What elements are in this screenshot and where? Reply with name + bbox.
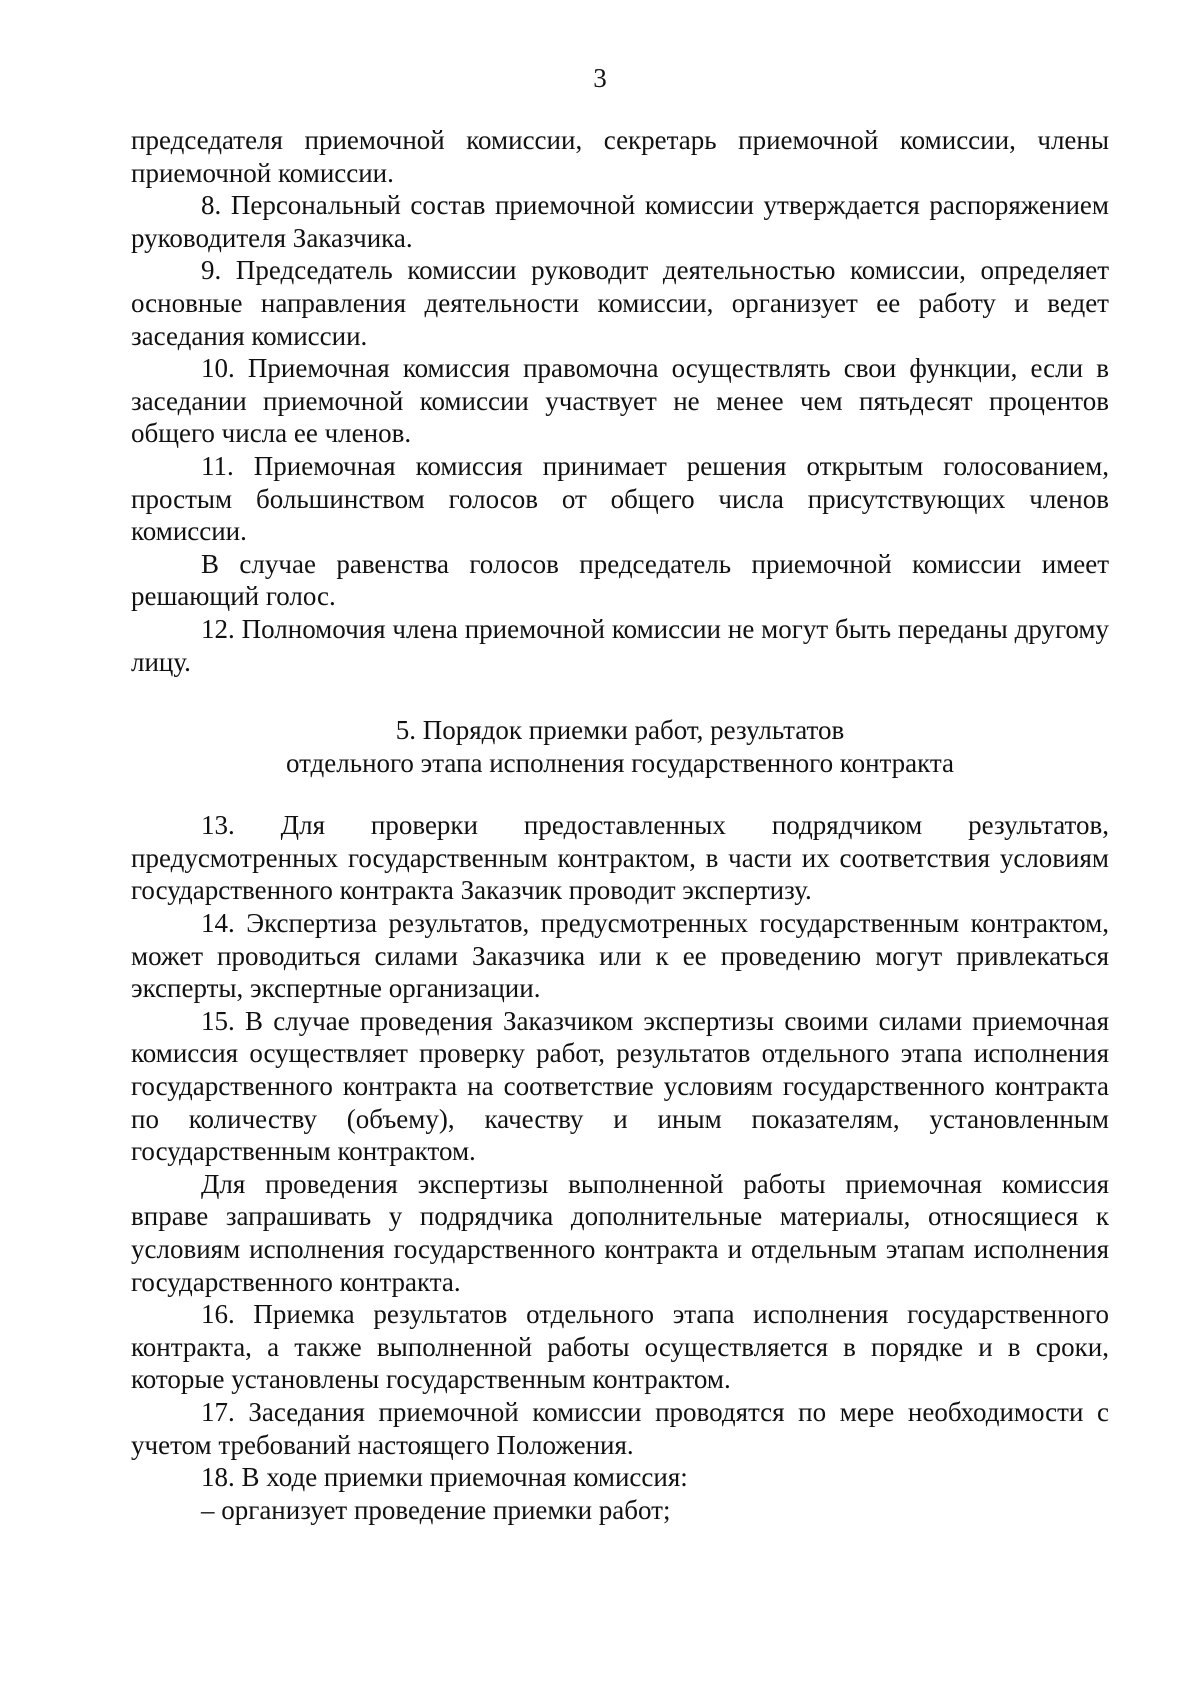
paragraph-item-12: 12. Полномочия члена приемочной комиссии не могут быть переданы другому лицу. — [131, 613, 1109, 677]
list-item: – организует проведение приемки работ; — [201, 1494, 671, 1525]
paragraph-item-16: 16. Приемка результатов отдельного этапа исполнения государственного контракта, а также выполненной работы осуществляется в порядке и в сроки, которые установлены государственным контрактом. — [131, 1299, 1109, 1395]
page-number: 3 — [593, 63, 607, 93]
paragraph-item-17: 17. Заседания приемочной комиссии проводятся по мере необходимости с учетом требований настоящего Положения. — [131, 1396, 1109, 1460]
paragraph-item-13: 13. Для проверки предоставленных подрядчиком результатов, предусмотренных государственным контрактом, в части их соответствия условиям государственного контракта Заказчик проводит экспертизу. — [131, 810, 1109, 906]
document-body — [131, 124, 1109, 1526]
paragraph-item-18: 18. В ходе приемки приемочная комиссия: — [201, 1462, 688, 1493]
paragraph-continuation: председателя приемочной комиссии, секретарь приемочной комиссии, члены приемочной комиссии. — [131, 125, 1109, 188]
paragraph-item-14: 14. Экспертиза результатов, предусмотренных государственным контрактом, может проводиться силами Заказчика или к ее проведению могут привлекаться эксперты, экспертные организации. — [131, 908, 1109, 1004]
paragraph-item-9: 9. Председатель комиссии руководит деятельностью комиссии, определяет основные направления деятельности комиссии, организует ее работу и ведет заседания комиссии. — [131, 255, 1109, 351]
section-heading — [131, 714, 1109, 779]
paragraph-item-8: 8. Персональный состав приемочной комиссии утверждается распоряжением руководителя Заказчика. — [131, 190, 1109, 253]
paragraph-tie-vote: В случае равенства голосов председатель приемочной комиссии имеет решающий голос. — [131, 548, 1109, 612]
paragraph-item-15: 15. В случае проведения Заказчиком экспертизы своими силами приемочная комиссия осуществляет проверку работ, результатов отдельного этапа исполнения государственного контракта на соответствие условиям государственного контракта по количеству (объему), качеству и иным показателям, установленным государственным контрактом. — [131, 1005, 1109, 1167]
paragraph-item-10: 10. Приемочная комиссия правомочна осуществлять свои функции, если в заседании приемочной комиссии участвует не менее чем пятьдесят процентов общего числа ее членов. — [131, 353, 1109, 449]
paragraph-expertise-materials: Для проведения экспертизы выполненной работы приемочная комиссия вправе запрашивать у подрядчика дополнительные материалы, относящиеся к условиям исполнения государственного контракта и отдельным этапам исполнения государственного контракта. — [131, 1168, 1109, 1297]
section-heading-line-2: отдельного этапа исполнения государственного контракта — [285, 747, 955, 778]
section-heading-line-1: 5. Порядок приемки работ, результатов — [395, 715, 845, 746]
paragraph-item-11: 11. Приемочная комиссия принимает решения открытым голосованием, простым большинством голосов от общего числа присутствующих членов комиссии. — [131, 450, 1109, 547]
